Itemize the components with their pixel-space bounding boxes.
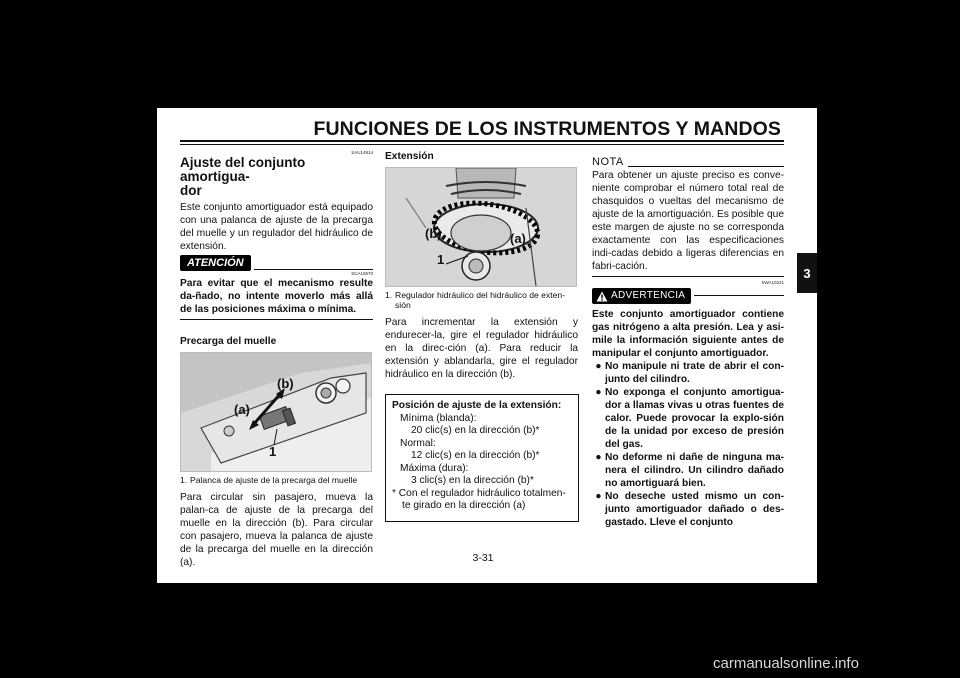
- settings-max-value: 3 clic(s) en la dirección (b)*: [411, 475, 534, 486]
- section-code: SAU14914: [351, 150, 373, 155]
- figure-extension-adjuster: [385, 167, 577, 287]
- intro-paragraph: Este conjunto amortiguador está equipado con una palanca de ajuste de la precarga del muelle y un regulador del hidráulico de extensión.: [180, 202, 373, 252]
- settings-min-label: Mínima (blanda):: [400, 412, 477, 424]
- note-rule: [592, 276, 784, 277]
- column-3: [592, 150, 784, 529]
- fig1-label-a: (a): [234, 402, 250, 417]
- warning-triangle-icon: [596, 291, 608, 302]
- caution-header: [180, 255, 373, 271]
- note-header: [592, 156, 784, 169]
- watermark: carmanualsonline.info: [713, 655, 859, 672]
- column-2: [385, 150, 578, 522]
- caution-label: ATENCIÓN: [180, 255, 251, 271]
- extension-settings-box: [385, 394, 579, 522]
- settings-footnote-2: te girado en la dirección (a): [402, 500, 526, 511]
- header-rule: [180, 140, 784, 142]
- chapter-tab: 3: [797, 253, 817, 293]
- warning-bullet-1: ● No manipule ni trate de abrir el con-junto del cilindro.: [595, 361, 784, 385]
- extension-paragraph: Para incrementar la extensión y endurecer-la, gire el regulador hidráulico en la direc-ción (a). Para reducir la extensión y ablandarla, gire el regulador hidráulico en la dirección (b).: [385, 317, 578, 380]
- subheading-extension: Extensión: [385, 151, 434, 162]
- settings-min-value: 20 clic(s) en la dirección (b)*: [411, 425, 540, 436]
- warning-text: Este conjunto amortiguador contiene gas nitrógeno a alta presión. Lea y asi-mile la información siguiente antes de manipular el conjunto amortiguador.: [592, 309, 784, 359]
- settings-max-label: Máxima (dura):: [400, 462, 469, 474]
- settings-box-title: Posición de ajuste de la extensión:: [392, 400, 562, 411]
- fig1-label-b: (b): [277, 376, 294, 391]
- warning-bullet-4: ● No deseche usted mismo un con-junto amortiguador dañado o des-gastado. Lleve el conjunto: [595, 491, 784, 528]
- settings-normal-label: Normal:: [400, 437, 436, 449]
- subheading-preload: Precarga del muelle: [180, 336, 277, 347]
- page-title: FUNCIONES DE LOS INSTRUMENTOS Y MANDOS: [313, 118, 781, 140]
- note-label: NOTA: [592, 156, 624, 168]
- warning-label: ADVERTENCIA: [592, 288, 691, 304]
- extension-adjuster-illustration: [386, 168, 576, 286]
- fig2-label-b: (b): [425, 226, 442, 241]
- header-rule-thin: [180, 144, 784, 145]
- figure-caption-preload: 1. Palanca de ajuste de la precarga del muelle: [180, 475, 358, 485]
- warning-bullet-2: ● No exponga el conjunto amortigua-dor a llamas vivas u otras fuentes de calor. Puede provocar la explo-sión de la unidad por exceso de presión del gas.: [595, 387, 784, 450]
- fig2-label-1: 1: [437, 252, 445, 267]
- warning-header: [592, 288, 784, 304]
- caution-code: SCA16570: [351, 271, 373, 276]
- fig1-label-1: 1: [269, 444, 277, 459]
- section-heading: Ajuste del conjunto amortigua- dor: [180, 155, 306, 198]
- settings-normal-value: 12 clic(s) en la dirección (b)*: [411, 450, 540, 461]
- figure-caption-extension: 1. Regulador hidráulico del hidráulico de exten-sión: [385, 290, 566, 310]
- caution-rule: [180, 319, 373, 320]
- column-1: [180, 150, 373, 569]
- settings-footnote-1: * Con el regulador hidráulico totalmen-: [392, 487, 566, 499]
- fig2-label-a: (a): [510, 231, 526, 246]
- page-number: 3-31: [472, 552, 494, 564]
- note-text: Para obtener un ajuste preciso es conve-niente comprobar el número total real de chasquidos o vueltas del mecanismo de ajuste de la amortiguación. Es posible que este margen de ajuste no se corresponda exactamente con las especificaciones indi-cadas debido a ligeras diferencias en fabri-cación.: [592, 170, 784, 272]
- preload-paragraph: Para circular sin pasajero, mueva la palan-ca de ajuste de la precarga del muelle en la dirección (b). Para circular con pasajero, mueva la palanca de ajuste de la precarga del muelle en la dirección (a).: [180, 492, 373, 568]
- caution-text: Para evitar que el mecanismo resulte da-ñado, no intente moverlo más allá de las posiciones máxima o mínima.: [180, 278, 373, 315]
- warning-bullet-3: ● No deforme ni dañe de ninguna ma-nera el cilindro. Un cilindro dañado no amortiguará bien.: [595, 452, 784, 489]
- figure-preload-lever: [180, 352, 372, 472]
- warning-code: SWA10221: [761, 280, 784, 285]
